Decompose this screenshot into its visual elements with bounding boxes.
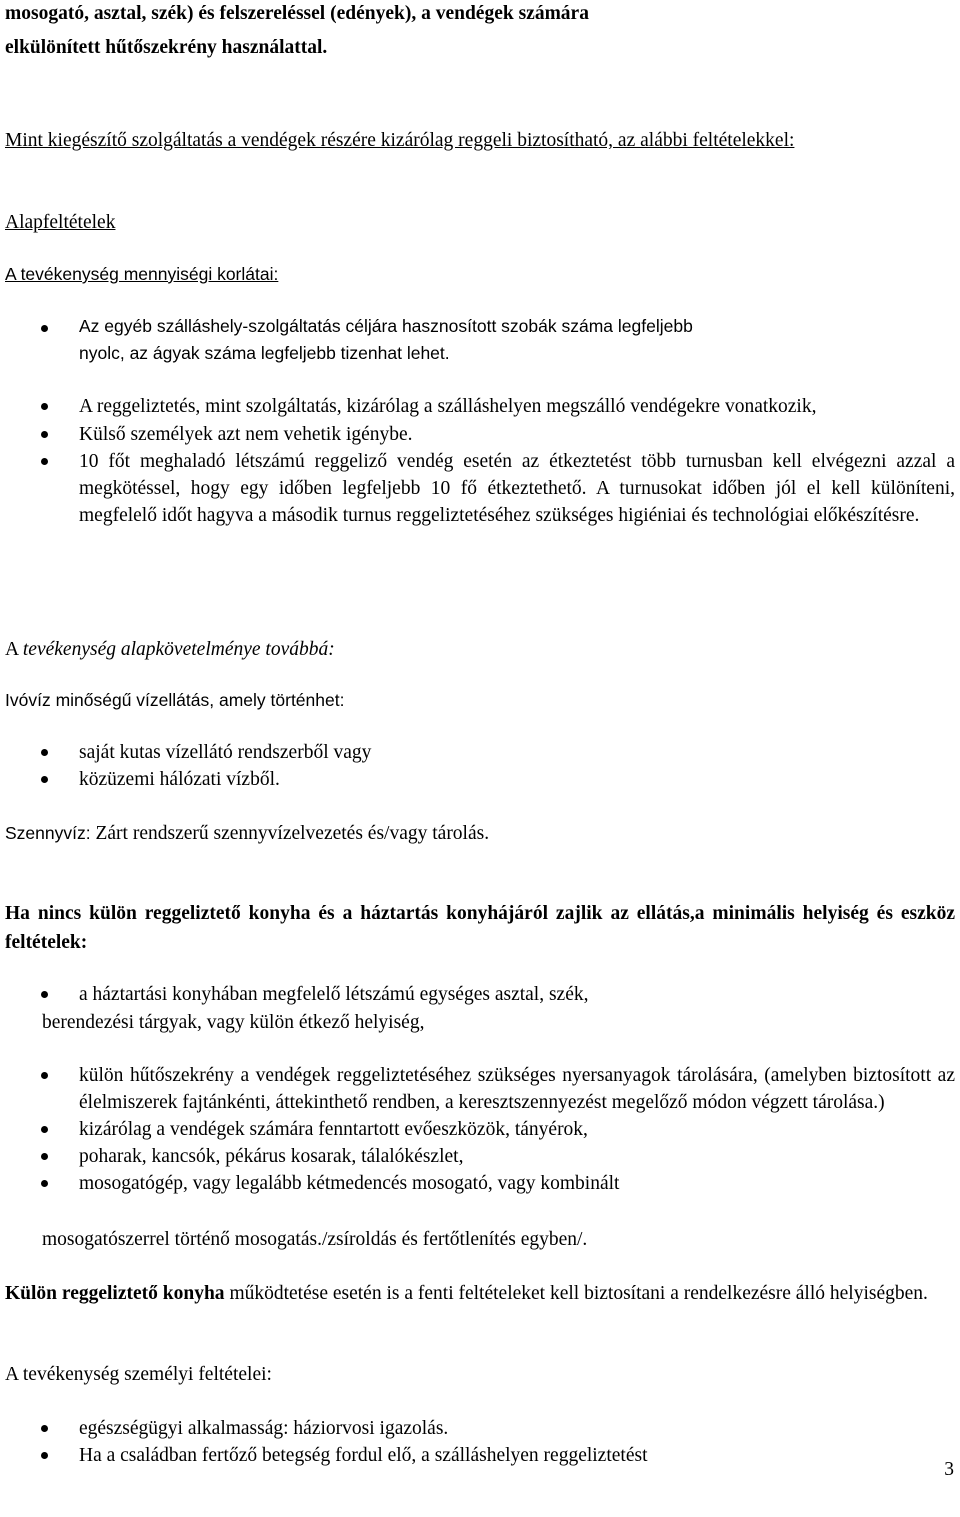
breakfast-rules-list: [0, 393, 960, 529]
list-item: [0, 739, 960, 766]
separate-kitchen-text: működtetése esetén is a fenti feltételeket kell biztosítani a rendelkezésre álló helyiségben.: [224, 1283, 928, 1304]
list-item: [0, 1442, 960, 1469]
bullet-icon: [41, 1153, 48, 1160]
bullet-icon: [41, 403, 48, 410]
intro-line-1: mosogató, asztal, szék) és felszereléssel (edények), a vendégek számára: [5, 3, 589, 24]
no-kitchen-heading: Ha nincs külön reggeliztető konyha és a háztartás konyhájáról zajlik az ellátás,a minimális helyiség és eszköz feltételek:: [5, 903, 955, 953]
requirements-heading-b: tevékenység alapkövetelménye továbbá:: [22, 639, 335, 660]
list-item: [0, 766, 960, 793]
list-item: [0, 1062, 960, 1116]
water-list: [0, 739, 960, 793]
separate-kitchen-bold: Külön reggeliztető konyha: [5, 1283, 225, 1304]
no-kitchen-item-5-continuation: mosogatószerrel történő mosogatás./zsíroldás és fertőtlenítés egyben/.: [42, 1229, 588, 1250]
list-item: [0, 1116, 960, 1143]
bullet-icon: [41, 431, 48, 438]
separate-kitchen-paragraph: [5, 1278, 955, 1309]
list-item-text: 10 főt meghaladó létszámú reggeliző vendég esetén az étkeztetést több turnusban kell elvégezni azzal a megkötéssel, hogy egy időben legfeljebb 10 fő étkeztethető. A turnusokat időben jól el kell különíteni, megfelelő időt hagyva a második turnus reggeliztetéséhez szükséges higiéniai és technológiai előkészítésre.: [79, 451, 955, 526]
bullet-icon: [41, 1180, 48, 1187]
bullet-icon: [41, 991, 48, 998]
requirements-heading-a: A: [5, 639, 23, 660]
list-item-text: mosogatógép, vagy legalább kétmedencés mosogató, vagy kombinált: [79, 1173, 620, 1194]
supplement-paragraph: Mint kiegészítő szolgáltatás a vendégek részére kizárólag reggeli biztosítható, az alábbi feltételekkel:: [5, 130, 795, 151]
bullet-icon: [41, 1072, 48, 1079]
list-item: [0, 1170, 960, 1197]
limits-list: [0, 313, 960, 340]
list-item: [0, 1143, 960, 1170]
bullet-icon: [41, 458, 48, 465]
limits-item-1-continuation: nyolc, az ágyak száma legfeljebb tizenhat lehet.: [79, 343, 450, 363]
requirements-heading: [5, 636, 955, 663]
page-number: 3: [944, 1459, 954, 1480]
list-item-text: Külső személyek azt nem vehetik igénybe.: [79, 424, 413, 445]
list-item-text: A reggeliztetés, mint szolgáltatás, kizárólag a szálláshelyen megszálló vendégekre vonatkozik,: [79, 396, 817, 417]
list-item-text: poharak, kancsók, pékárus kosarak, tálalókészlet,: [79, 1146, 464, 1167]
bullet-icon: [41, 1126, 48, 1133]
list-item-text: Az egyéb szálláshely-szolgáltatás céljára hasznosított szobák száma legfeljebb: [79, 316, 693, 336]
sewage-text: Zárt rendszerű szennyvízelvezetés és/vagy tárolás.: [90, 823, 490, 844]
bullet-icon: [41, 1425, 48, 1432]
bullet-icon: [41, 776, 48, 783]
list-item: [0, 393, 960, 420]
sewage-label: Szennyvíz:: [5, 823, 91, 843]
list-item-text: saját kutas vízellátó rendszerből vagy: [79, 742, 372, 763]
limits-heading: A tevékenység mennyiségi korlátai:: [5, 264, 279, 284]
list-item: [0, 313, 960, 340]
no-kitchen-item-1-continuation: berendezési tárgyak, vagy külön étkező helyiség,: [42, 1012, 425, 1033]
personal-list: [0, 1415, 960, 1469]
list-item: [0, 448, 960, 529]
intro-line-2: elkülönített hűtőszekrény használattal.: [5, 37, 328, 58]
no-kitchen-list-a: [0, 981, 960, 1008]
list-item-text: a háztartási konyhában megfelelő létszámú egységes asztal, szék,: [79, 984, 589, 1005]
sewage-line: [5, 820, 955, 847]
list-item-text: kizárólag a vendégek számára fenntartott evőeszközök, tányérok,: [79, 1119, 588, 1140]
list-item-text: egészségügyi alkalmasság: háziorvosi igazolás.: [79, 1418, 449, 1439]
list-item: [0, 1415, 960, 1442]
bullet-icon: [41, 749, 48, 756]
list-item: [0, 981, 960, 1008]
list-item-text: Ha a családban fertőző betegség fordul elő, a szálláshelyen reggeliztetést: [79, 1445, 648, 1466]
bullet-icon: [41, 1452, 48, 1459]
no-kitchen-list-b: [0, 1062, 960, 1197]
water-heading: Ivóvíz minőségű vízellátás, amely történhet:: [5, 690, 345, 710]
personal-heading: A tevékenység személyi feltételei:: [5, 1364, 272, 1385]
list-item-text: külön hűtőszekrény a vendégek reggeliztetéséhez szükséges nyersanyagok tárolására, (amelyben biztosított az élelmiszerek fajtánkénti, áttekinthető rendben, a keresztszennyezést megelőző módon végzett tárolása.): [79, 1065, 955, 1113]
basic-conditions-heading: Alapfeltételek: [5, 212, 116, 233]
bullet-icon: [41, 325, 48, 332]
list-item: [0, 421, 960, 448]
list-item-text: közüzemi hálózati vízből.: [79, 769, 280, 790]
